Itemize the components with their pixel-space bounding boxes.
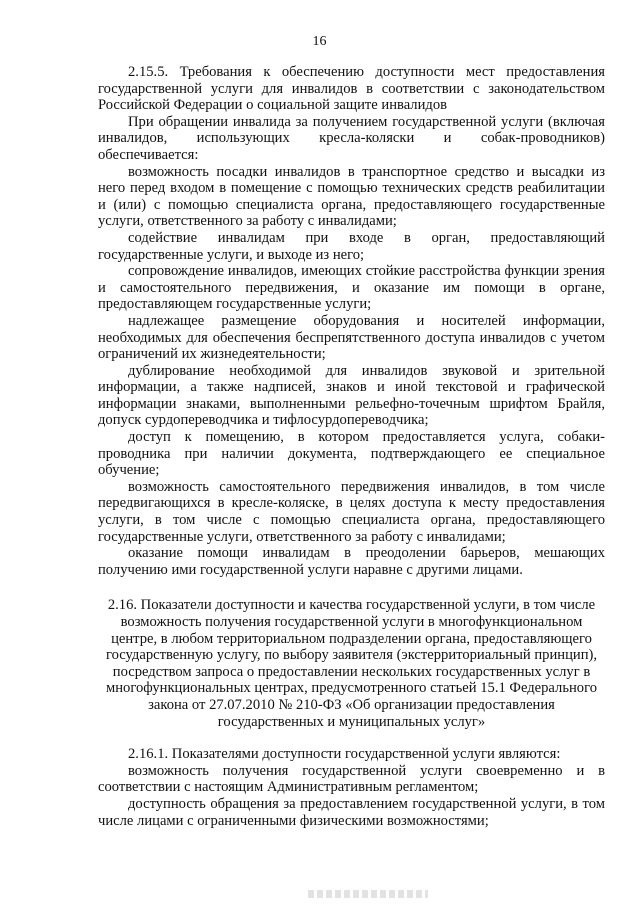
list-item: содействие инвалидам при входе в орган, предоставляющий государственные услуги, и выходе из него; bbox=[98, 229, 605, 263]
list-item: сопровождение инвалидов, имеющих стойкие расстройства функции зрения и самостоятельного передвижения, и оказание им помощи в органе, предоставляющем государственные услуги; bbox=[98, 263, 605, 313]
page-number: 16 bbox=[312, 34, 327, 49]
list-item: доступ к помещению, в котором предоставляется услуга, собаки-проводника при наличии документа, подтверждающего ее специальное обучение; bbox=[98, 429, 605, 479]
list-item: возможность получения государственной услуги своевременно и в соответствии с настоящим Административным регламентом; bbox=[98, 762, 605, 796]
section-spacer bbox=[98, 578, 605, 597]
list-item: возможность посадки инвалидов в транспортное средство и высадки из него перед входом в помещение с помощью технических средств реабилитации и (или) с помощью специалиста органа, предоставляющего государственные услуги, ответственного за работу с инвалидами; bbox=[98, 163, 605, 230]
section-2-16-1-heading: 2.16.1. Показателями доступности государственной услуги являются: bbox=[128, 746, 561, 763]
page-content bbox=[98, 64, 605, 829]
section-spacer bbox=[98, 730, 605, 746]
list-item: возможность самостоятельного передвижения инвалидов, в том числе передвигающихся в кресле-коляске, в целях доступа к месту предоставления услуги, в том числе с помощью специалиста органа, предоставляющего государственные услуги, ответственного за работу с инвалидами; bbox=[98, 478, 605, 545]
section-2-15-5-heading: 2.15.5. Требования к обеспечению доступности мест предоставления государственной услуги для инвалидов в соответствии с законодательством Российской Федерации о социальной защите инвалидов bbox=[98, 64, 605, 114]
list-item: надлежащее размещение оборудования и носителей информации, необходимых для обеспечения беспрепятственного доступа инвалидов с учетом ограничений их жизнедеятельности; bbox=[98, 312, 605, 363]
section-2-16-heading: 2.16. Показатели доступности и качества государственной услуги, в том числе возможность получения государственной услуги в многофункциональном центре, в любом территориальном подразделении органа, предоставляющего государственную услугу, по выбору заявителя (экстерриториальный принцип), посредством запроса о предоставлении нескольких государственных услуг в многофункциональных центрах, предусмотренного статьей 15.1 Федерального закона от 27.07.2010 № 210-ФЗ «Об организации предоставления государственных и муниципальных услуг» bbox=[105, 597, 598, 730]
list-item: доступность обращения за предоставлением государственной услуги, в том числе лицами с ограниченными физическими возможностями; bbox=[98, 795, 605, 829]
list-item: дублирование необходимой для инвалидов звуковой и зрительной информации, а также надписей, знаков и иной текстовой и графической информации знаками, выполненными рельефно-точечным шрифтом Брайля, допуск сурдопереводчика и тифлосурдопереводчика; bbox=[98, 362, 605, 429]
scan-artifact bbox=[308, 890, 428, 898]
list-item: оказание помощи инвалидам в преодолении барьеров, мешающих получению ими государственной услуги наравне с другими лицами. bbox=[98, 545, 605, 578]
section-2-15-5-intro: При обращении инвалида за получением государственной услуги (включая инвалидов, использующих кресла-коляски и собак-проводников) обеспечивается: bbox=[98, 113, 605, 163]
